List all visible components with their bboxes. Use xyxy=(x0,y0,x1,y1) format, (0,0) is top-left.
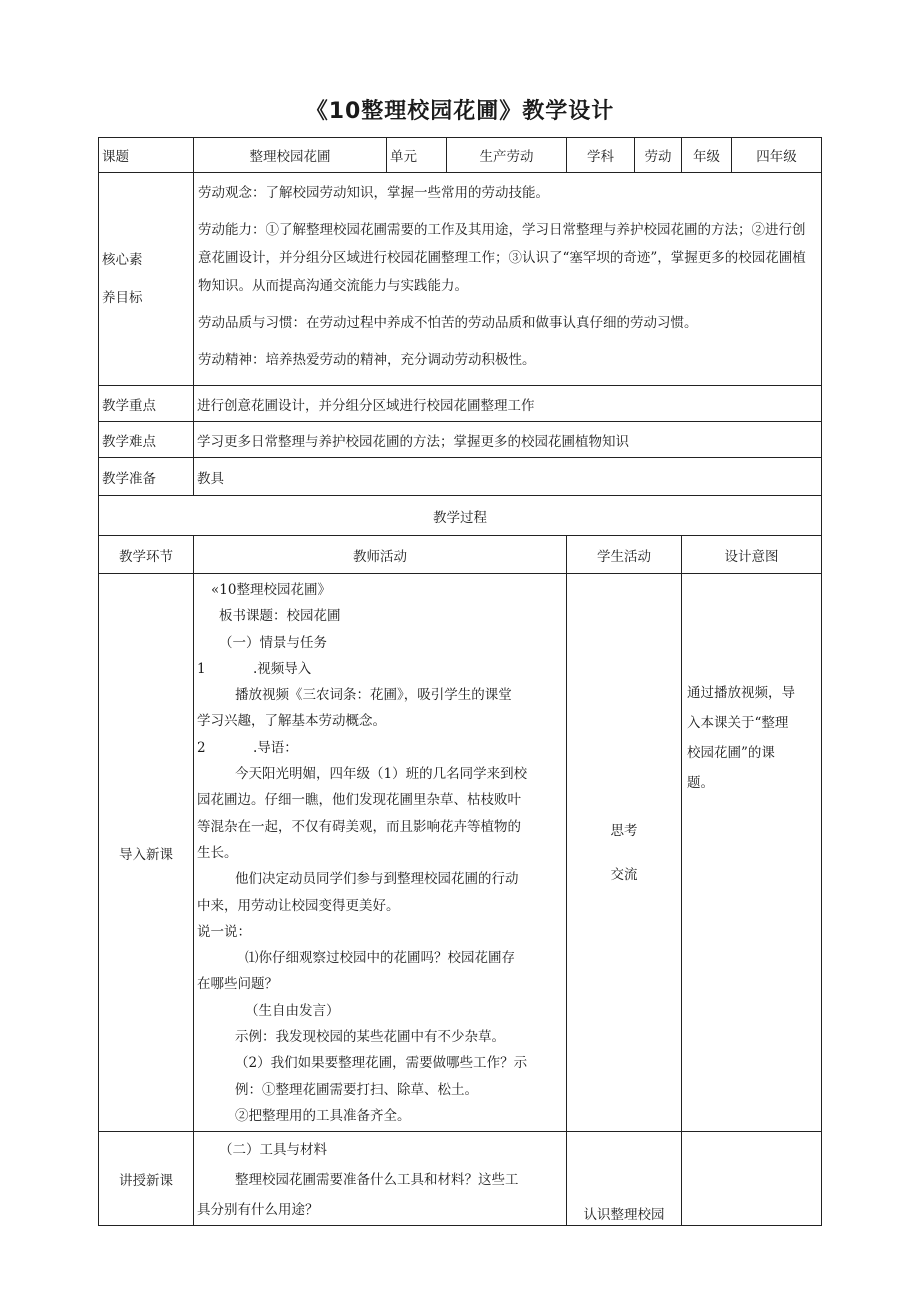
goal-ability: 劳动能力：①了解整理校园花圃需要的工作及其用途，学习日常整理与养护校园花圃的方法；②进行创意花圃设计，并分组分区域进行校园花圃整理工作；③认识了“塞罕坝的奇迹”，掌握更多的校园花圃植物知识。从而提高沟通交流能力与实践能力。 xyxy=(198,222,806,294)
lecture-stage: 讲授新课 xyxy=(99,1132,194,1226)
intro-question-2: （2）我们如果要整理花圃，需要做哪些工作？示 xyxy=(235,1055,528,1072)
unit-value: 生产劳动 xyxy=(447,138,567,173)
process-header-row xyxy=(99,536,822,574)
prep-label: 教学准备 xyxy=(99,458,194,496)
lecture-section-heading: （二）工具与材料 xyxy=(219,1142,327,1158)
process-title-row xyxy=(99,496,822,536)
lesson-plan-table xyxy=(98,137,822,1226)
process-title: 教学过程 xyxy=(99,496,822,536)
design-line: 题。 xyxy=(687,775,714,791)
student-discuss: 交流 xyxy=(610,866,638,883)
header-teacher: 教师活动 xyxy=(194,536,567,574)
key-point-label: 教学重点 xyxy=(99,386,194,422)
step-2-text: .导语： xyxy=(253,739,298,756)
goals-content xyxy=(194,173,822,386)
intro-text-line: 园花圃边。仔细一瞧，他们发现花圃里杂草、枯枝败叶 xyxy=(197,792,521,809)
page-title: 《10整理校园花圃》教学设计 xyxy=(305,99,615,124)
intro-text-line: 说一说： xyxy=(197,923,251,940)
header-design: 设计意图 xyxy=(682,536,822,574)
intro-text-line: 等混杂在一起，不仅有碍美观，而且影响花卉等植物的 xyxy=(197,818,521,835)
intro-text-line: 学习兴趣，了解基本劳动概念。 xyxy=(197,713,386,730)
intro-text-line: 例：①整理花圃需要打扫、除草、松土。 xyxy=(235,1081,478,1098)
intro-stage: 导入新课 xyxy=(99,574,194,1132)
lecture-teacher-activity xyxy=(194,1132,567,1226)
unit-label: 单元 xyxy=(387,138,447,173)
lecture-text-line: 整理校园花圃需要准备什么工具和材料？这些工 xyxy=(235,1172,519,1188)
goals-label-line-1: 核心素 xyxy=(102,252,143,268)
header-student: 学生活动 xyxy=(567,536,682,574)
subject-label: 学科 xyxy=(567,138,635,173)
prep-row xyxy=(99,458,822,496)
intro-text-line: 播放视频《三农词条：花圃》，吸引学生的课堂 xyxy=(235,687,512,704)
intro-student-activity xyxy=(567,574,682,1132)
lecture-student-activity: 认识整理校园 xyxy=(567,1132,682,1226)
lecture-text-line: 具分别有什么用途？ xyxy=(197,1202,319,1218)
difficulty-value: 学习更多日常整理与养护校园花圃的方法；掌握更多的校园花圃植物知识 xyxy=(194,422,822,458)
intro-example: 示例：我发现校园的某些花圃中有不少杂草。 xyxy=(235,1029,505,1046)
goals-label xyxy=(99,173,194,386)
grade-label: 年级 xyxy=(682,138,732,173)
design-line: 入本课关于“整理 xyxy=(687,715,789,731)
prep-value: 教具 xyxy=(194,458,822,496)
header-stage: 教学环节 xyxy=(99,536,194,574)
intro-free-speech: （生自由发言） xyxy=(245,1002,340,1019)
goal-concept: 劳动观念：了解校园劳动知识，掌握一些常用的劳动技能。 xyxy=(198,185,549,201)
info-row xyxy=(99,138,822,173)
key-point-row xyxy=(99,386,822,422)
goal-quality: 劳动品质与习惯：在劳动过程中养成不怕苦的劳动品质和做事认真仔细的劳动习惯。 xyxy=(198,315,698,331)
goals-label-line-2: 养目标 xyxy=(102,290,143,306)
intro-design-intent xyxy=(682,574,822,1132)
intro-text-line: 生长。 xyxy=(197,844,238,861)
difficulty-row xyxy=(99,422,822,458)
grade-value: 四年级 xyxy=(732,138,822,173)
step-1-text: .视频导入 xyxy=(253,660,312,677)
step-1-number: 1 xyxy=(197,660,206,677)
intro-teacher-activity xyxy=(194,574,567,1132)
goal-spirit: 劳动精神：培养热爱劳动的精神，充分调动劳动积极性。 xyxy=(198,352,536,368)
intro-book-title: «10整理校园花圃》 xyxy=(211,582,331,598)
topic-label: 课题 xyxy=(99,138,194,173)
lecture-row xyxy=(99,1132,822,1226)
student-think: 思考 xyxy=(610,822,638,839)
intro-section-heading: （一）情景与任务 xyxy=(219,634,327,651)
intro-text-line: 在哪些问题？ xyxy=(197,976,278,993)
difficulty-label: 教学难点 xyxy=(99,422,194,458)
intro-question-1: ⑴你仔细观察过校园中的花圃吗？校园花圃存 xyxy=(245,950,515,967)
intro-text-line: 中来，用劳动让校园变得更美好。 xyxy=(197,897,400,914)
key-point-value: 进行创意花圃设计，并分组分区域进行校园花圃整理工作 xyxy=(194,386,822,422)
intro-text-line: 他们决定动员同学们参与到整理校园花圃的行动 xyxy=(235,871,519,888)
design-line: 校园花圃”的课 xyxy=(687,745,775,761)
goals-row xyxy=(99,173,822,386)
design-line: 通过播放视频，导 xyxy=(687,685,795,701)
intro-step-1 xyxy=(197,656,562,682)
step-2-number: 2 xyxy=(197,739,206,756)
subject-value: 劳动 xyxy=(635,138,682,173)
intro-text-line: ②把整理用的工具准备齐全。 xyxy=(235,1107,411,1124)
topic-value: 整理校园花圃 xyxy=(194,138,387,173)
intro-step-2 xyxy=(197,735,562,761)
intro-row xyxy=(99,574,822,1132)
intro-text-line: 今天阳光明媚，四年级（1）班的几名同学来到校 xyxy=(235,766,528,783)
intro-board-topic: 板书课题：校园花圃 xyxy=(219,608,341,625)
lecture-design-intent xyxy=(682,1132,822,1226)
